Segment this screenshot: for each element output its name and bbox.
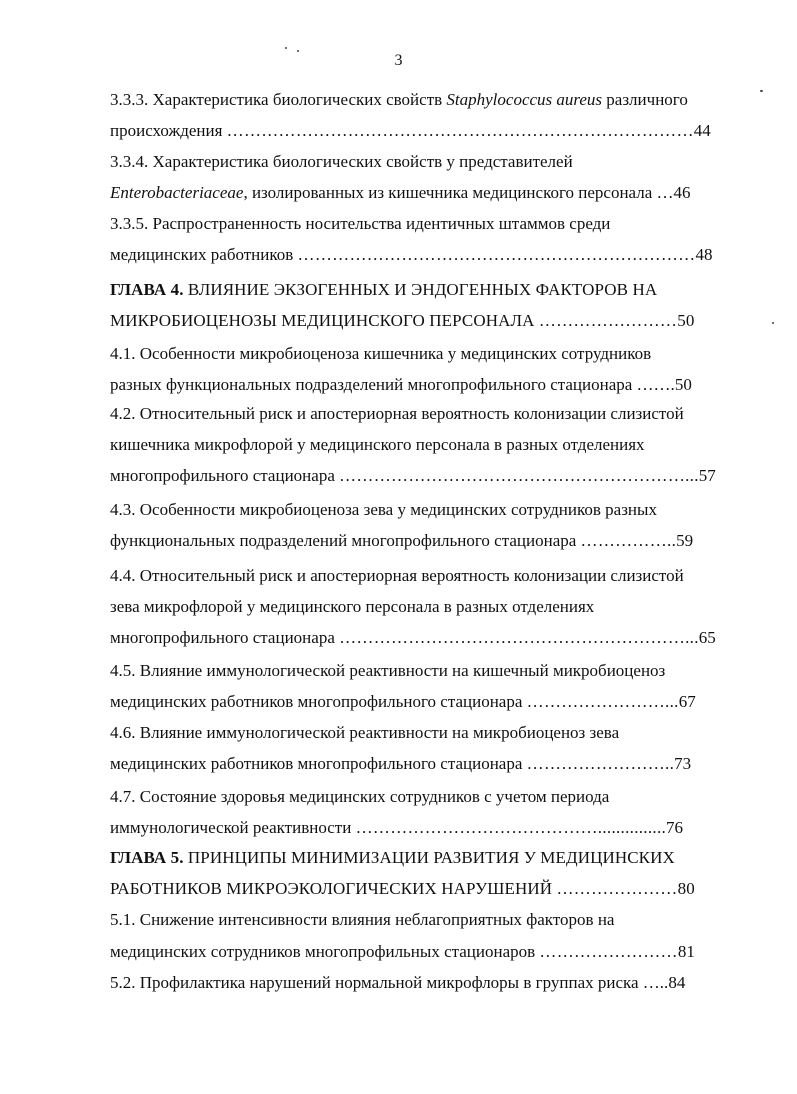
toc-text: медицинских работников многопрофильного стационара [110, 692, 527, 711]
leader-dots: ……………………………………………………………………… [226, 121, 694, 140]
page-ref: 65 [698, 628, 716, 647]
chapter-label: ГЛАВА 4. [110, 280, 184, 299]
page-ref: 57 [698, 466, 716, 485]
page-ref: 73 [674, 754, 692, 773]
leader-dots: …………………….. [526, 754, 675, 773]
toc-entry-line [110, 973, 685, 993]
leader-dots: ……………………………………………………... [339, 628, 699, 647]
toc-text: разных функциональных подразделений многопрофильного стационара ……. [110, 375, 675, 394]
toc-entry-line [110, 566, 684, 586]
page-ref: 76 [666, 818, 684, 837]
toc-text: медицинских сотрудников многопрофильных стационаров [110, 942, 540, 961]
toc-text: 3.3.3. Характеристика биологических свойств [110, 90, 447, 109]
scan-speck [760, 90, 763, 92]
toc-entry-line [110, 90, 688, 110]
scan-speck [772, 322, 774, 324]
toc-text: иммунологической реактивности [110, 818, 356, 837]
leader-dots: …………………… [539, 942, 678, 961]
toc-entry-line [110, 466, 716, 486]
leader-dots: …………….. [580, 531, 677, 550]
toc-text: 5.1. Снижение интенсивности влияния неблагоприятных факторов на [110, 910, 615, 929]
toc-entry-line [110, 818, 683, 838]
toc-chapter-line [110, 848, 675, 868]
toc-text: многопрофильного стационара [110, 466, 340, 485]
toc-text: 3.3.4. Характеристика биологических свойств у представителей [110, 152, 573, 171]
toc-entry-line [110, 500, 657, 520]
toc-text: , изолированных из кишечника медицинского персонала …46 [243, 183, 691, 202]
toc-text: 4.2. Относительный риск и апостериорная вероятность колонизации слизистой [110, 404, 684, 423]
page-ref: 59 [676, 531, 694, 550]
toc-entry-line [110, 245, 712, 265]
page-ref: 80 [677, 879, 695, 898]
leader-dots: ……………………………………............... [355, 818, 667, 837]
toc-text: 4.5. Влияние иммунологической реактивности на кишечный микробиоценоз [110, 661, 666, 680]
page-ref: 44 [693, 121, 711, 140]
toc-text: кишечника микрофлорой у медицинского персонала в разных отделениях [110, 435, 645, 454]
toc-text: 3.3.5. Распространенность носительства идентичных штаммов среди [110, 214, 611, 233]
taxon-name: Enterobacteriaceae [110, 183, 244, 202]
page-ref: 81 [677, 942, 695, 961]
toc-text: различного [602, 90, 688, 109]
toc-entry-line [110, 435, 645, 455]
toc-text: ВЛИЯНИЕ ЭКЗОГЕННЫХ И ЭНДОГЕННЫХ ФАКТОРОВ НА [183, 280, 658, 299]
toc-text: функциональных подразделений многопрофильного стационара [110, 531, 581, 550]
toc-text: зева микрофлорой у медицинского персонала в разных отделениях [110, 597, 595, 616]
toc-entry-line [110, 375, 692, 395]
page-ref: 50 [674, 375, 692, 394]
toc-entry-line [110, 597, 594, 617]
toc-chapter-line [110, 311, 694, 331]
scan-speck [285, 47, 287, 49]
toc-entry-line [110, 214, 610, 234]
toc-entry-line [110, 942, 695, 962]
toc-text: медицинских работников многопрофильного стационара [110, 754, 527, 773]
toc-entry-line [110, 787, 609, 807]
page-number: 3 [394, 52, 403, 69]
toc-text: РАБОТНИКОВ МИКРОЭКОЛОГИЧЕСКИХ НАРУШЕНИЙ [110, 879, 557, 898]
toc-text: происхождения [110, 121, 227, 140]
toc-entry-line [110, 723, 619, 743]
toc-text: 5.2. Профилактика нарушений нормальной микрофлоры в группах риска ….. [110, 973, 669, 992]
toc-text: 4.6. Влияние иммунологической реактивности на микробиоценоз зева [110, 723, 620, 742]
toc-entry-line [110, 183, 691, 203]
leader-dots: ……………………... [526, 692, 679, 711]
page-ref: 84 [668, 973, 686, 992]
page-ref: 50 [677, 311, 695, 330]
toc-chapter-line [110, 280, 657, 300]
toc-entry-line [110, 754, 691, 774]
toc-entry-line [110, 910, 614, 930]
toc-entry-line [110, 152, 573, 172]
toc-text: 4.7. Состояние здоровья медицинских сотрудников с учетом периода [110, 787, 610, 806]
toc-entry-line [110, 404, 684, 424]
leader-dots: ……………………………………………………... [339, 466, 699, 485]
toc-text: медицинских работников [110, 245, 298, 264]
toc-text: 4.1. Особенности микробиоценоза кишечника у медицинских сотрудников [110, 344, 652, 363]
page-ref: 48 [695, 245, 713, 264]
toc-entry-line [110, 121, 711, 141]
chapter-label: ГЛАВА 5. [110, 848, 184, 867]
leader-dots: …………………………………………………………… [297, 245, 696, 264]
toc-text: ПРИНЦИПЫ МИНИМИЗАЦИИ РАЗВИТИЯ У МЕДИЦИНСКИХ [183, 848, 675, 867]
page-ref: 67 [678, 692, 696, 711]
toc-entry-line [110, 344, 651, 364]
toc-text: 4.3. Особенности микробиоценоза зева у медицинских сотрудников разных [110, 500, 657, 519]
toc-entry-line [110, 661, 665, 681]
toc-text: многопрофильного стационара [110, 628, 340, 647]
toc-entry-line [110, 628, 716, 648]
leader-dots: …………………… [538, 311, 678, 330]
toc-text: 4.4. Относительный риск и апостериорная вероятность колонизации слизистой [110, 566, 684, 585]
toc-text: МИКРОБИОЦЕНОЗЫ МЕДИЦИНСКОГО ПЕРСОНАЛА [110, 311, 539, 330]
toc-entry-line [110, 692, 696, 712]
toc-chapter-line [110, 879, 695, 899]
toc-entry-line [110, 531, 693, 551]
taxon-name: Staphylococcus aureus [446, 90, 603, 109]
leader-dots: ………………… [556, 879, 678, 898]
